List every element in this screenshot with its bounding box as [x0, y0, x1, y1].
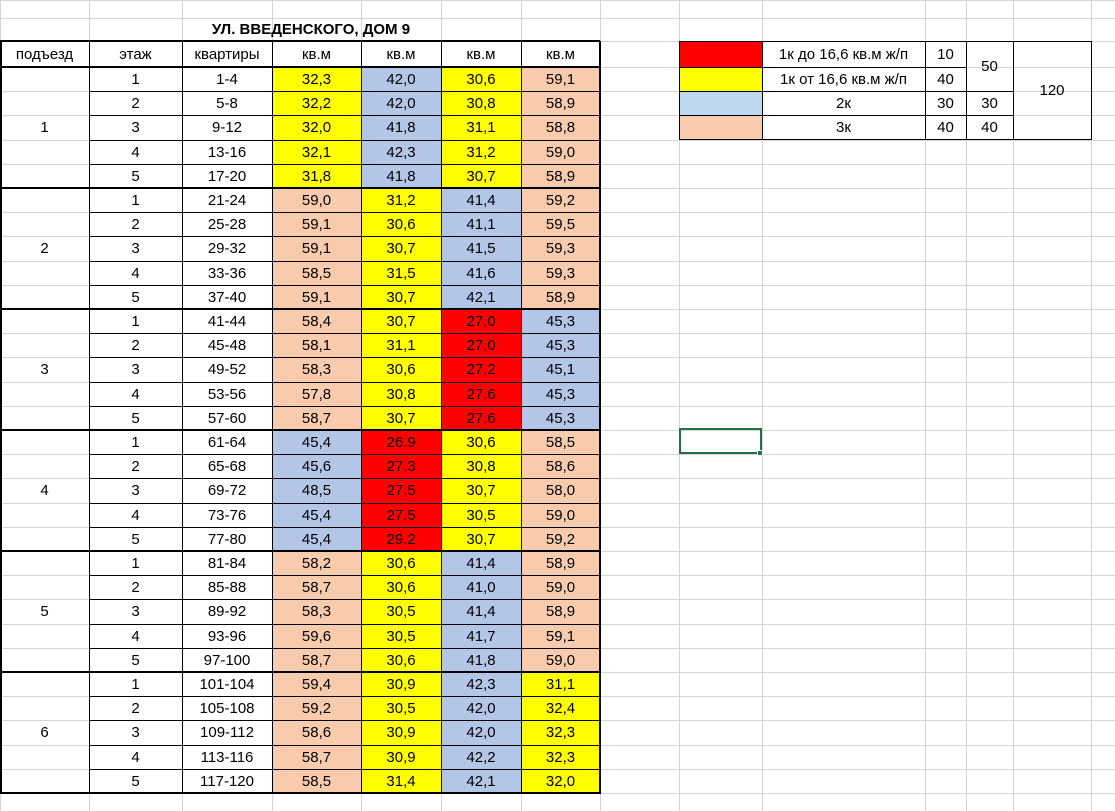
- area-cell[interactable]: 41,6: [441, 261, 521, 285]
- apartments-cell[interactable]: 97-100: [203, 651, 251, 669]
- legend-row-border: [679, 67, 966, 68]
- legend-col-border: [679, 41, 680, 140]
- sheet-title: УЛ. ВВЕДЕНСКОГО, ДОМ 9: [211, 20, 411, 38]
- apartments-cell[interactable]: 61-64: [207, 433, 247, 451]
- area-cell[interactable]: 58,6: [521, 454, 600, 478]
- area-cell[interactable]: 59,3: [521, 261, 600, 285]
- apartments-cell[interactable]: 89-92: [207, 603, 247, 620]
- area-cell[interactable]: 58,0: [521, 478, 600, 503]
- area-cell[interactable]: 59,0: [521, 503, 600, 527]
- floor-cell[interactable]: 1: [131, 191, 140, 209]
- area-cell[interactable]: 30,5: [361, 599, 441, 624]
- area-cell[interactable]: 30,5: [441, 503, 521, 527]
- area-cell[interactable]: 41,1: [441, 212, 521, 236]
- area-cell[interactable]: 30,6: [441, 430, 521, 454]
- legend-row-border: [966, 115, 1013, 116]
- area-cell[interactable]: 30,6: [361, 357, 441, 382]
- header-cell[interactable]: кв.м: [466, 45, 496, 63]
- area-cell[interactable]: 59,4: [272, 672, 361, 696]
- area-cell[interactable]: 42,0: [441, 696, 521, 720]
- apartments-cell[interactable]: 77-80: [207, 530, 247, 548]
- legend-col-border: [1091, 41, 1092, 140]
- floor-cell[interactable]: 5: [131, 167, 140, 185]
- col-border: [182, 41, 183, 794]
- legend-label[interactable]: 2к: [836, 94, 851, 112]
- entrance-label[interactable]: 3: [40, 361, 49, 378]
- row-border: [89, 333, 600, 334]
- floor-cell[interactable]: 2: [131, 94, 140, 112]
- area-cell[interactable]: 32,3: [272, 67, 361, 91]
- area-cell[interactable]: 41,8: [361, 164, 441, 188]
- area-cell[interactable]: 31,1: [361, 333, 441, 357]
- area-cell[interactable]: 30,7: [441, 478, 521, 503]
- area-cell[interactable]: 41,7: [441, 624, 521, 648]
- legend-label[interactable]: 3к: [836, 118, 851, 136]
- row-border: [89, 648, 600, 649]
- area-cell[interactable]: 59,2: [521, 188, 600, 212]
- area-cell[interactable]: 58,5: [272, 261, 361, 285]
- header-cell[interactable]: кв.м: [545, 45, 575, 63]
- area-cell[interactable]: 58,7: [272, 406, 361, 430]
- area-cell[interactable]: 42,0: [441, 720, 521, 745]
- area-cell[interactable]: 32,1: [272, 140, 361, 164]
- floor-cell[interactable]: 5: [131, 772, 140, 790]
- area-cell[interactable]: 45,3: [521, 309, 600, 333]
- header-top-border: [0, 40, 600, 42]
- area-cell[interactable]: 30,7: [361, 285, 441, 309]
- legend-swatch[interactable]: [679, 67, 762, 91]
- floor-cell[interactable]: 5: [131, 409, 140, 427]
- floor-cell[interactable]: 1: [131, 312, 140, 330]
- apartments-cell[interactable]: 69-72: [207, 482, 247, 499]
- area-cell[interactable]: 30,6: [361, 212, 441, 236]
- group-border: [0, 671, 600, 673]
- area-cell[interactable]: 58,3: [272, 599, 361, 624]
- row-border: [89, 696, 600, 697]
- area-cell[interactable]: 45,3: [521, 382, 600, 406]
- area-cell[interactable]: 30,6: [441, 67, 521, 91]
- floor-cell[interactable]: 3: [131, 119, 140, 136]
- legend-label[interactable]: 1к от 16,6 кв.м ж/п: [780, 70, 907, 88]
- apartments-cell[interactable]: 57-60: [207, 409, 247, 427]
- area-cell[interactable]: 30,9: [361, 720, 441, 745]
- apartments-cell[interactable]: 53-56: [207, 385, 247, 403]
- floor-cell[interactable]: 5: [131, 530, 140, 548]
- floor-cell[interactable]: 3: [131, 603, 140, 620]
- entrance-label[interactable]: 1: [40, 119, 49, 136]
- area-cell[interactable]: 42,2: [441, 745, 521, 769]
- apartments-cell[interactable]: 65-68: [207, 457, 247, 475]
- floor-cell[interactable]: 3: [131, 361, 140, 378]
- header-cell[interactable]: кв.м: [386, 45, 416, 63]
- area-cell[interactable]: 30,8: [441, 91, 521, 115]
- area-cell[interactable]: 32,0: [521, 769, 600, 793]
- apartments-cell[interactable]: 81-84: [207, 554, 247, 572]
- area-cell[interactable]: 32,0: [272, 115, 361, 140]
- row-border: [89, 91, 600, 92]
- row-border: [89, 503, 600, 504]
- apartments-cell[interactable]: 49-52: [207, 361, 247, 378]
- area-cell[interactable]: 42,0: [361, 67, 441, 91]
- area-cell[interactable]: 58,9: [521, 551, 600, 575]
- area-cell[interactable]: 45,3: [521, 333, 600, 357]
- header-bottom-border: [0, 66, 600, 68]
- legend-col-border: [762, 41, 763, 140]
- apartments-cell[interactable]: 41-44: [207, 312, 247, 330]
- apartments-cell[interactable]: 113-116: [200, 748, 254, 766]
- area-cell[interactable]: 41,4: [441, 599, 521, 624]
- row-border: [89, 285, 600, 286]
- apartments-cell[interactable]: 85-88: [207, 578, 247, 596]
- area-cell[interactable]: 59,1: [521, 624, 600, 648]
- floor-cell[interactable]: 1: [131, 70, 140, 88]
- legend-count[interactable]: 10: [937, 45, 954, 63]
- area-cell[interactable]: 59,1: [272, 236, 361, 261]
- col-border: [521, 41, 522, 794]
- area-cell[interactable]: 30,9: [361, 745, 441, 769]
- row-border: [89, 745, 600, 746]
- row-border: [89, 164, 600, 165]
- floor-cell[interactable]: 3: [131, 240, 140, 257]
- area-cell[interactable]: 58,4: [272, 309, 361, 333]
- area-cell[interactable]: 30,7: [361, 236, 441, 261]
- area-cell[interactable]: 31,4: [361, 769, 441, 793]
- col-border: [361, 41, 362, 794]
- area-cell[interactable]: 26,9: [361, 430, 441, 454]
- group-border: [0, 792, 600, 794]
- floor-cell[interactable]: 4: [131, 627, 140, 645]
- floor-cell[interactable]: 2: [131, 699, 140, 717]
- legend-col-border: [925, 41, 926, 140]
- row-border: [89, 720, 600, 721]
- apartments-cell[interactable]: 33-36: [207, 264, 247, 282]
- apartments-cell[interactable]: 9-12: [211, 119, 243, 136]
- apartments-cell[interactable]: 29-32: [207, 240, 247, 257]
- legend-top-border: [1013, 41, 1091, 42]
- row-border: [89, 769, 600, 770]
- row-border: [89, 261, 600, 262]
- header-cell[interactable]: этаж: [119, 45, 152, 63]
- area-cell[interactable]: 45,4: [272, 503, 361, 527]
- area-cell[interactable]: 58,7: [272, 648, 361, 672]
- area-cell[interactable]: 45,4: [272, 527, 361, 551]
- apartments-cell[interactable]: 73-76: [207, 506, 247, 524]
- area-cell[interactable]: 41,8: [361, 115, 441, 140]
- floor-cell[interactable]: 3: [131, 482, 140, 499]
- group-border: [0, 187, 600, 189]
- row-border: [89, 140, 600, 141]
- legend-count[interactable]: 40: [937, 70, 954, 88]
- area-cell[interactable]: 58,7: [272, 745, 361, 769]
- area-cell[interactable]: 58,9: [521, 599, 600, 624]
- area-cell[interactable]: 32,3: [521, 745, 600, 769]
- area-cell[interactable]: 30,7: [441, 164, 521, 188]
- apartments-cell[interactable]: 117-120: [200, 772, 254, 790]
- floor-cell[interactable]: 5: [131, 651, 140, 669]
- area-cell[interactable]: 29,2: [361, 527, 441, 551]
- area-cell[interactable]: 27,3: [361, 454, 441, 478]
- area-cell[interactable]: 59,0: [521, 648, 600, 672]
- area-cell[interactable]: 59,3: [521, 236, 600, 261]
- area-cell[interactable]: 59,1: [272, 212, 361, 236]
- col-border: [89, 41, 90, 794]
- area-cell[interactable]: 27,0: [441, 333, 521, 357]
- row-border: [89, 454, 600, 455]
- area-cell[interactable]: 58,8: [521, 115, 600, 140]
- area-cell[interactable]: 58,5: [521, 430, 600, 454]
- area-cell[interactable]: 31,1: [521, 672, 600, 696]
- col-border: [599, 41, 601, 794]
- selected-cell[interactable]: [679, 428, 762, 454]
- area-cell[interactable]: 31,2: [361, 188, 441, 212]
- row-border: [89, 599, 600, 600]
- group-border: [0, 550, 600, 552]
- floor-cell[interactable]: 2: [131, 215, 140, 233]
- area-cell[interactable]: 59,2: [521, 527, 600, 551]
- floor-cell[interactable]: 1: [131, 554, 140, 572]
- apartments-cell[interactable]: 13-16: [207, 143, 247, 161]
- legend-count[interactable]: 30: [937, 94, 954, 112]
- area-cell[interactable]: 59,1: [521, 67, 600, 91]
- apartments-cell[interactable]: 5-8: [216, 94, 238, 112]
- row-border: [89, 575, 600, 576]
- row-border: [89, 624, 600, 625]
- header-cell[interactable]: подъезд: [15, 45, 74, 63]
- apartments-cell[interactable]: 17-20: [207, 167, 247, 185]
- row-border: [89, 527, 600, 528]
- apartments-cell[interactable]: 101-104: [199, 675, 255, 693]
- floor-cell[interactable]: 5: [131, 288, 140, 306]
- area-cell[interactable]: 59,0: [521, 140, 600, 164]
- header-cell[interactable]: кв.м: [301, 45, 331, 63]
- area-cell[interactable]: 41,4: [441, 551, 521, 575]
- group-border: [0, 429, 600, 431]
- area-cell[interactable]: 30,7: [441, 527, 521, 551]
- area-cell[interactable]: 58,9: [521, 285, 600, 309]
- legend-swatch[interactable]: [679, 91, 762, 115]
- area-cell[interactable]: 30,5: [361, 696, 441, 720]
- row-border: [89, 406, 600, 407]
- legend-grand-total[interactable]: 120: [1039, 81, 1065, 99]
- area-cell[interactable]: 27,5: [361, 503, 441, 527]
- floor-cell[interactable]: 4: [131, 748, 140, 766]
- floor-cell[interactable]: 2: [131, 336, 140, 354]
- row-border: [89, 115, 600, 116]
- apartments-cell[interactable]: 21-24: [207, 191, 247, 209]
- col-border: [272, 41, 273, 794]
- floor-cell[interactable]: 4: [131, 143, 140, 161]
- area-cell[interactable]: 58,7: [272, 575, 361, 599]
- area-cell[interactable]: 27,5: [361, 478, 441, 503]
- area-cell[interactable]: 31,5: [361, 261, 441, 285]
- legend-subtotal[interactable]: 30: [981, 94, 998, 112]
- area-cell[interactable]: 41,5: [441, 236, 521, 261]
- area-cell[interactable]: 31,1: [441, 115, 521, 140]
- floor-cell[interactable]: 1: [131, 433, 140, 451]
- area-cell[interactable]: 42,3: [361, 140, 441, 164]
- area-cell[interactable]: 58,1: [272, 333, 361, 357]
- area-cell[interactable]: 41,0: [441, 575, 521, 599]
- area-cell[interactable]: 58,6: [272, 720, 361, 745]
- area-cell[interactable]: 32,4: [521, 696, 600, 720]
- row-border: [89, 212, 600, 213]
- legend-subtotal[interactable]: 40: [981, 118, 998, 136]
- legend-row-border: [679, 91, 1013, 92]
- area-cell[interactable]: 41,8: [441, 648, 521, 672]
- area-cell[interactable]: 31,8: [272, 164, 361, 188]
- area-cell[interactable]: 42,1: [441, 769, 521, 793]
- area-cell[interactable]: 27,6: [441, 382, 521, 406]
- row-border: [89, 478, 600, 479]
- area-cell[interactable]: 30,8: [441, 454, 521, 478]
- apartments-cell[interactable]: 109-112: [200, 724, 254, 741]
- area-cell[interactable]: 59,2: [272, 696, 361, 720]
- area-cell[interactable]: 59,1: [272, 285, 361, 309]
- row-border: [89, 236, 600, 237]
- apartments-cell[interactable]: 1-4: [216, 70, 238, 88]
- area-cell[interactable]: 27,2: [441, 357, 521, 382]
- area-cell[interactable]: 27,6: [441, 406, 521, 430]
- row-border: [89, 357, 600, 358]
- area-cell[interactable]: 30,7: [361, 309, 441, 333]
- area-cell[interactable]: 41,4: [441, 188, 521, 212]
- area-cell[interactable]: 30,6: [361, 551, 441, 575]
- area-cell[interactable]: 42,3: [441, 672, 521, 696]
- area-cell[interactable]: 30,9: [361, 672, 441, 696]
- area-cell[interactable]: 45,4: [272, 430, 361, 454]
- area-cell[interactable]: 58,9: [521, 164, 600, 188]
- entrance-label[interactable]: 2: [40, 240, 49, 257]
- entrance-label[interactable]: 5: [40, 603, 49, 620]
- header-cell[interactable]: квартиры: [194, 45, 260, 63]
- legend-row-border: [966, 91, 1013, 92]
- area-cell[interactable]: 45,1: [521, 357, 600, 382]
- area-cell[interactable]: 30,7: [361, 406, 441, 430]
- apartments-cell[interactable]: 45-48: [207, 336, 247, 354]
- area-cell[interactable]: 58,5: [272, 769, 361, 793]
- entrance-label[interactable]: 6: [40, 724, 49, 741]
- area-cell[interactable]: 32,3: [521, 720, 600, 745]
- floor-cell[interactable]: 4: [131, 264, 140, 282]
- floor-cell[interactable]: 4: [131, 385, 140, 403]
- apartments-cell[interactable]: 93-96: [207, 627, 247, 645]
- floor-cell[interactable]: 3: [131, 724, 140, 741]
- legend-bottom-border: [1013, 139, 1091, 140]
- fill-handle[interactable]: [757, 450, 763, 456]
- area-cell[interactable]: 59,6: [272, 624, 361, 648]
- area-cell[interactable]: 59,0: [272, 188, 361, 212]
- area-cell[interactable]: 31,2: [441, 140, 521, 164]
- legend-row-border: [679, 41, 1013, 42]
- legend-col-border: [966, 41, 967, 140]
- floor-cell[interactable]: 4: [131, 506, 140, 524]
- area-cell[interactable]: 42,1: [441, 285, 521, 309]
- area-cell[interactable]: 30,6: [361, 648, 441, 672]
- col-border: [441, 41, 442, 794]
- entrance-label[interactable]: 4: [40, 482, 49, 499]
- legend-row-border: [679, 139, 1013, 140]
- area-cell[interactable]: 32,2: [272, 91, 361, 115]
- floor-cell[interactable]: 2: [131, 457, 140, 475]
- area-cell[interactable]: 58,9: [521, 91, 600, 115]
- floor-cell[interactable]: 2: [131, 578, 140, 596]
- area-cell[interactable]: 30,5: [361, 624, 441, 648]
- legend-swatch[interactable]: [679, 41, 762, 67]
- area-cell[interactable]: 59,0: [521, 575, 600, 599]
- legend-label[interactable]: 1к до 16,6 кв.м ж/п: [778, 45, 909, 63]
- area-cell[interactable]: 45,3: [521, 406, 600, 430]
- area-cell[interactable]: 48,5: [272, 478, 361, 503]
- area-cell[interactable]: 30,6: [361, 575, 441, 599]
- group-border: [0, 308, 600, 310]
- area-cell[interactable]: 42,0: [361, 91, 441, 115]
- col-border: [0, 41, 2, 794]
- area-cell[interactable]: 30,8: [361, 382, 441, 406]
- row-border: [89, 382, 600, 383]
- floor-cell[interactable]: 1: [131, 675, 140, 693]
- legend-col-border: [1013, 41, 1014, 140]
- legend-count[interactable]: 40: [937, 118, 954, 136]
- area-cell[interactable]: 45,6: [272, 454, 361, 478]
- legend-row-border: [679, 115, 1013, 116]
- apartments-cell[interactable]: 25-28: [207, 215, 247, 233]
- apartments-cell[interactable]: 105-108: [199, 699, 255, 717]
- area-cell[interactable]: 57,8: [272, 382, 361, 406]
- area-cell[interactable]: 27,0: [441, 309, 521, 333]
- legend-swatch[interactable]: [679, 115, 762, 139]
- area-cell[interactable]: 59,5: [521, 212, 600, 236]
- apartments-cell[interactable]: 37-40: [207, 288, 247, 306]
- area-cell[interactable]: 58,3: [272, 357, 361, 382]
- area-cell[interactable]: 58,2: [272, 551, 361, 575]
- legend-group-total-1k[interactable]: 50: [981, 57, 998, 75]
